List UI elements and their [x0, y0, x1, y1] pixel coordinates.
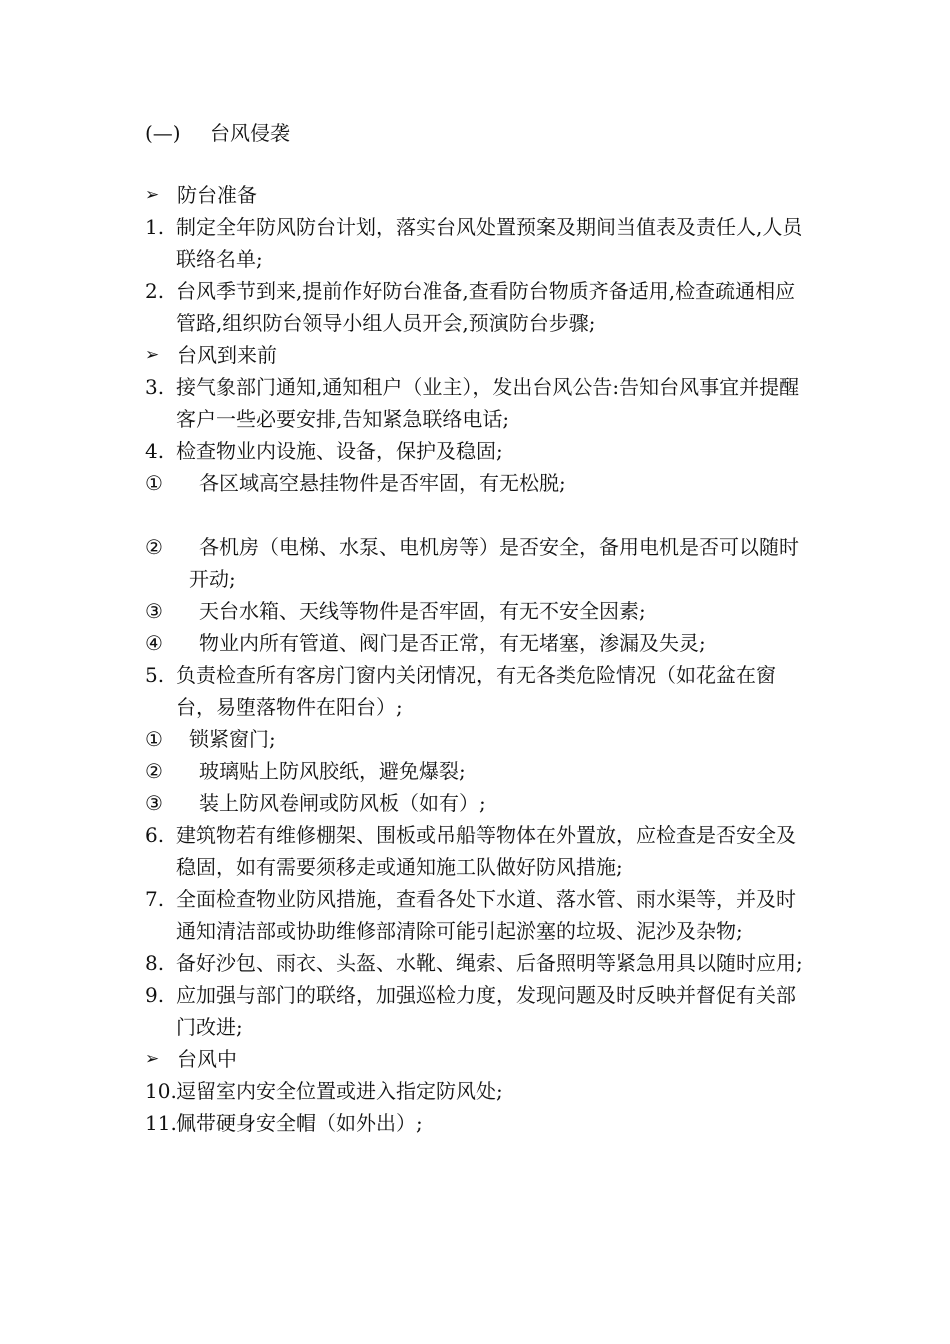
list-item [145, 1107, 810, 1139]
item-text: 天台水箱、天线等物件是否牢固，有无不安全因素; [199, 599, 646, 623]
list-item [145, 211, 810, 275]
arrow-bullet-icon: ➢ [145, 345, 160, 365]
item-text: 检查物业内设施、设备，保护及稳固; [176, 439, 503, 463]
item-number: 1. [145, 215, 165, 239]
item-text: 佩带硬身安全帽（如外出）; [176, 1111, 423, 1135]
section-heading [145, 119, 290, 147]
item-number: 6. [145, 823, 165, 847]
sub-list-item [145, 531, 810, 595]
subheading-text: 台风中 [177, 1047, 237, 1071]
subheading [145, 339, 810, 371]
item-number: 2. [145, 279, 165, 303]
item-number: 10. [145, 1079, 177, 1103]
arrow-bullet-icon: ➢ [145, 1049, 160, 1069]
item-text: 备好沙包、雨衣、头盔、水靴、绳索、后备照明等紧急用具以随时应用; [176, 951, 803, 975]
circled-number: ④ [145, 631, 163, 655]
item-number: 3. [145, 375, 165, 399]
sub-list-item [145, 467, 810, 499]
list-item [145, 979, 810, 1043]
item-number: 7. [145, 887, 165, 911]
item-number: 4. [145, 439, 165, 463]
item-text: 各机房（电梯、水泵、电机房等）是否安全，备用电机是否可以随时开动; [189, 535, 799, 591]
sub-list-item [145, 787, 810, 819]
sub-list-item [145, 755, 810, 787]
item-number: 11. [145, 1111, 177, 1135]
list-item [145, 371, 810, 435]
item-text: 台风季节到来,提前作好防台准备,查看防台物质齐备适用,检查疏通相应管路,组织防台领导小组人员开会,预演防台步骤; [176, 279, 796, 335]
list-item [145, 659, 810, 723]
sub-list-item [145, 595, 810, 627]
subheading-text: 台风到来前 [177, 343, 277, 367]
arrow-bullet-icon: ➢ [145, 185, 160, 205]
item-text: 接气象部门通知,通知租户（业主），发出台风公告:告知台风事宜并提醒客户一些必要安排,告知紧急联络电话; [176, 375, 800, 431]
item-text: 全面检查物业防风措施，查看各处下水道、落水管、雨水渠等，并及时通知清洁部或协助维修部清除可能引起淤塞的垃圾、泥沙及杂物; [176, 887, 796, 943]
item-text: 各区域高空悬挂物件是否牢固，有无松脱; [199, 471, 566, 495]
circled-number: ③ [145, 791, 163, 815]
circled-number: ① [145, 727, 163, 751]
item-number: 8. [145, 951, 165, 975]
circled-number: ② [145, 535, 163, 559]
item-number: 9. [145, 983, 165, 1007]
item-text: 玻璃贴上防风胶纸，避免爆裂; [199, 759, 466, 783]
subheading [145, 179, 810, 211]
list-item [145, 947, 810, 979]
subheading-text: 防台准备 [177, 183, 257, 207]
item-text: 负责检查所有客房门窗内关闭情况，有无各类危险情况（如花盆在窗台，易堕落物件在阳台）; [176, 663, 776, 719]
subheading [145, 1043, 810, 1075]
item-text: 逗留室内安全位置或进入指定防风处; [176, 1079, 503, 1103]
list-item [145, 883, 810, 947]
item-text: 应加强与部门的联络，加强巡检力度，发现问题及时反映并督促有关部门改进; [176, 983, 796, 1039]
item-text: 物业内所有管道、阀门是否正常，有无堵塞，渗漏及失灵; [199, 631, 706, 655]
circled-number: ③ [145, 599, 163, 623]
item-text: 制定全年防风防台计划，落实台风处置预案及期间当值表及责任人,人员联络名单; [176, 215, 803, 271]
sub-list-item [145, 627, 810, 659]
list-item [145, 275, 810, 339]
sub-list-item [145, 723, 810, 755]
item-text: 建筑物若有维修棚架、围板或吊船等物体在外置放，应检查是否安全及稳固，如有需要须移走或通知施工队做好防风措施; [176, 823, 796, 879]
list-item [145, 819, 810, 883]
item-text: 装上防风卷闸或防风板（如有）; [199, 791, 486, 815]
circled-number: ① [145, 471, 163, 495]
circled-number: ② [145, 759, 163, 783]
document-body [145, 179, 810, 1139]
item-text: 锁紧窗门; [189, 727, 276, 751]
list-item [145, 435, 810, 467]
list-item [145, 1075, 810, 1107]
item-number: 5. [145, 663, 165, 687]
section-title: 台风侵袭 [210, 121, 290, 145]
section-number: (—) [145, 121, 181, 145]
